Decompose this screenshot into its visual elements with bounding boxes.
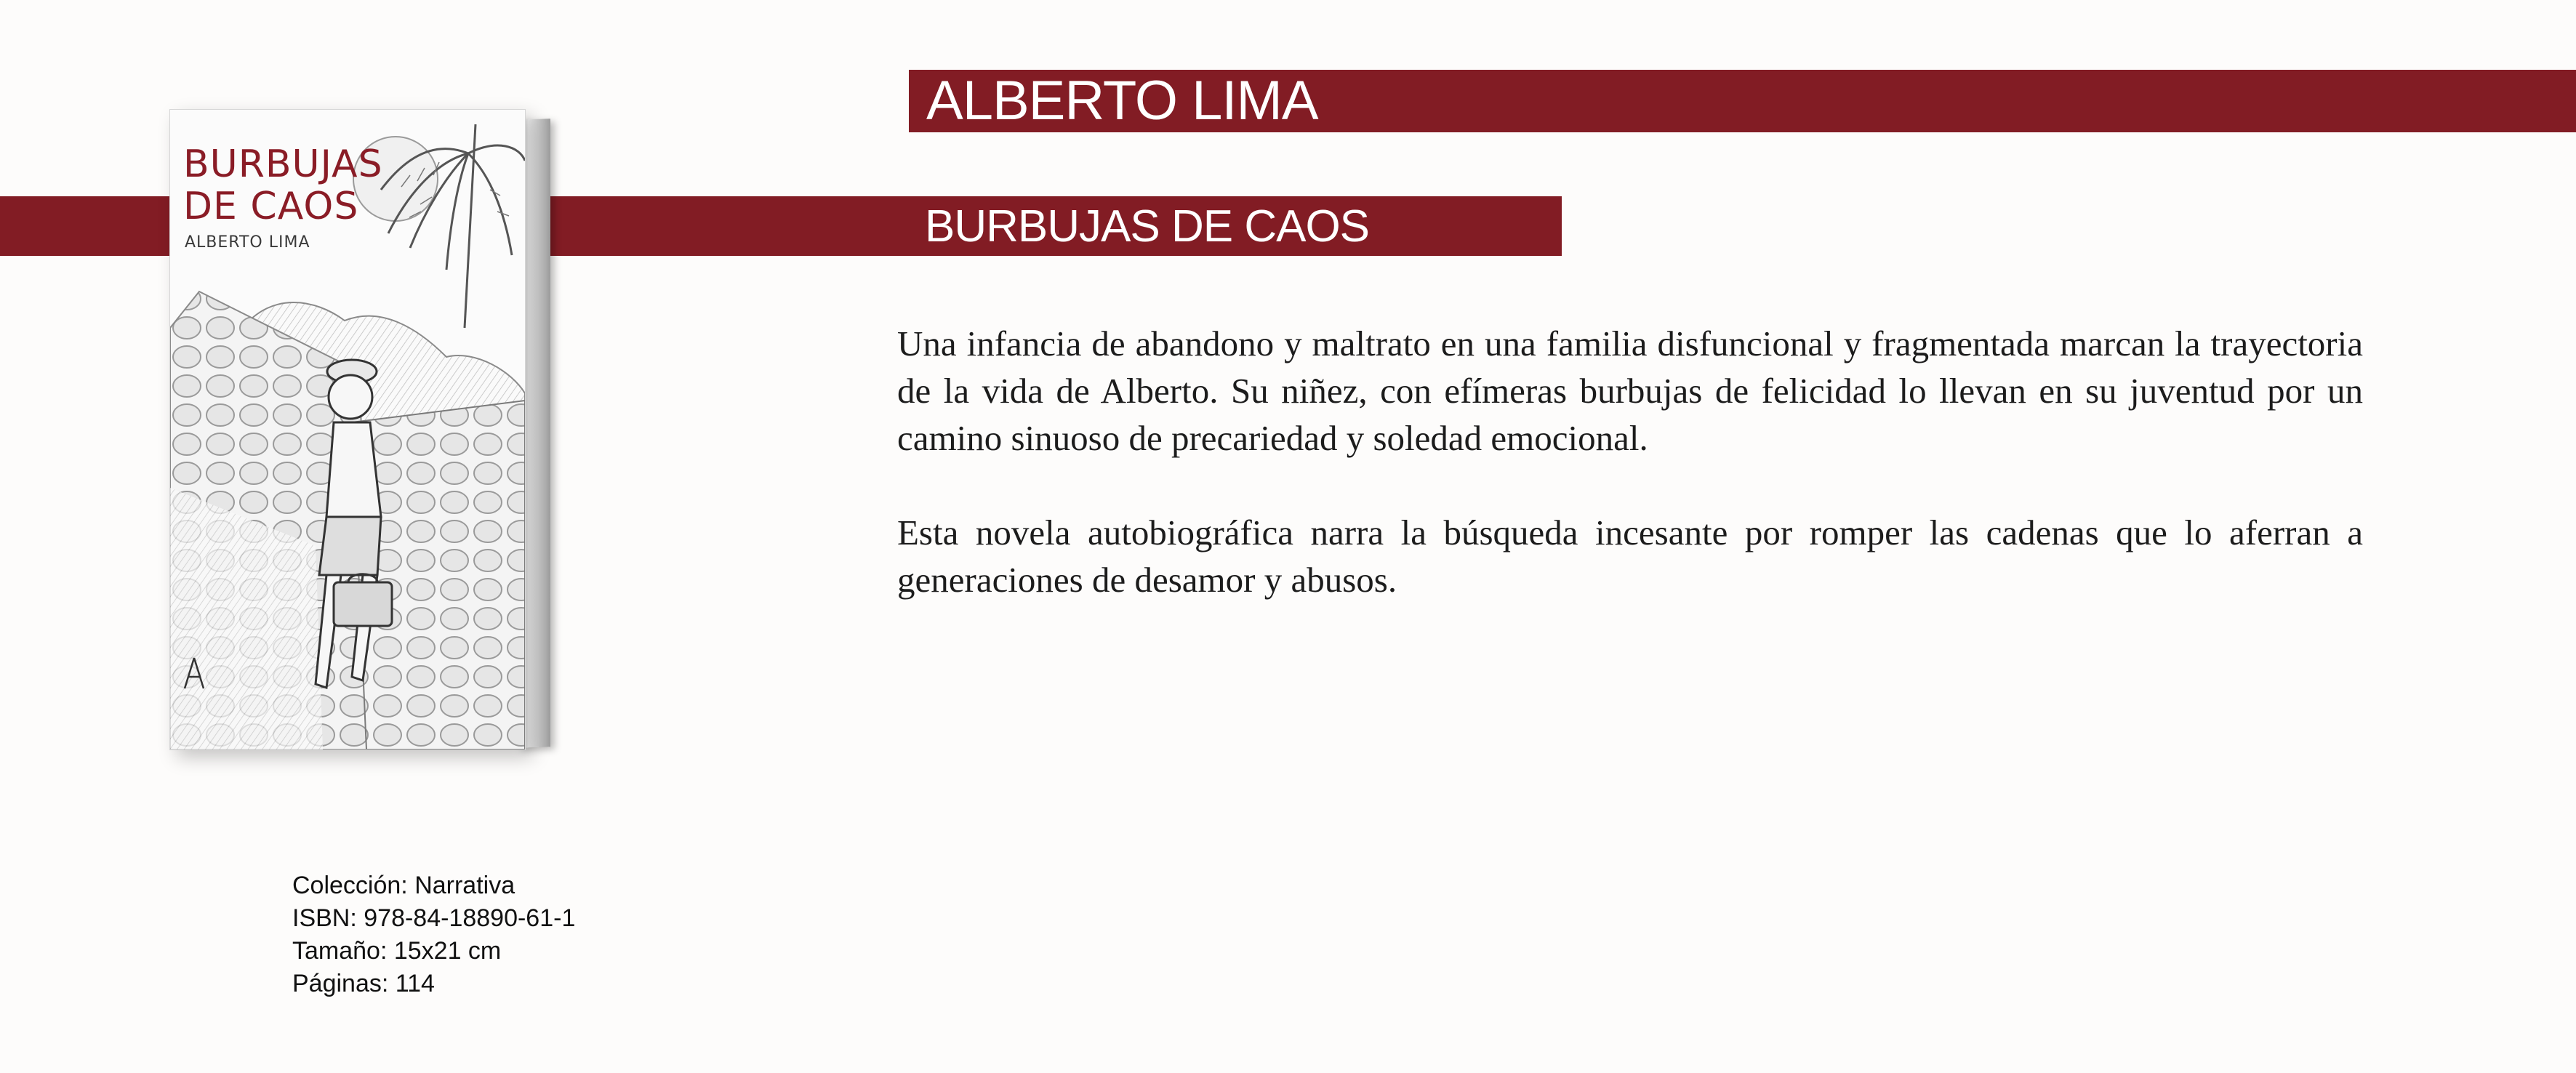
spec-collection: Colección: Narrativa [292,872,515,899]
author-name: ALBERTO LIMA [926,70,1318,132]
synopsis-paragraph: Una infancia de abandono y maltrato en una familia disfuncional y fragmentada marcan la trayectoria de la vida de Alberto. Su niñez, con efímeras burbujas de felicidad lo llevan en su juventud por un camino sinuoso de precariedad y soledad emocional. [897,323,2363,458]
synopsis-paragraph: Esta novela autobiográfica narra la búsqueda incesante por romper las cadenas que lo aferran a generaciones de desamor y abusos. [897,513,2363,600]
book-title: BURBUJAS DE CAOS [925,201,1370,252]
spec-size: Tamaño: 15x21 cm [292,937,502,965]
spec-pages: Páginas: 114 [292,970,435,997]
spec-isbn: ISBN: 978-84-18890-61-1 [292,904,576,932]
book-cover-mockup [169,109,556,756]
publisher-logo-icon [183,656,205,690]
cover-title-line-2: DE CAOS [183,185,359,228]
book-cover [169,109,526,750]
cover-author: ALBERTO LIMA [185,233,310,252]
book-specs [292,869,575,1000]
synopsis [897,320,2363,651]
cover-title-line-1: BURBUJAS [183,142,383,186]
cover-title [183,142,383,228]
